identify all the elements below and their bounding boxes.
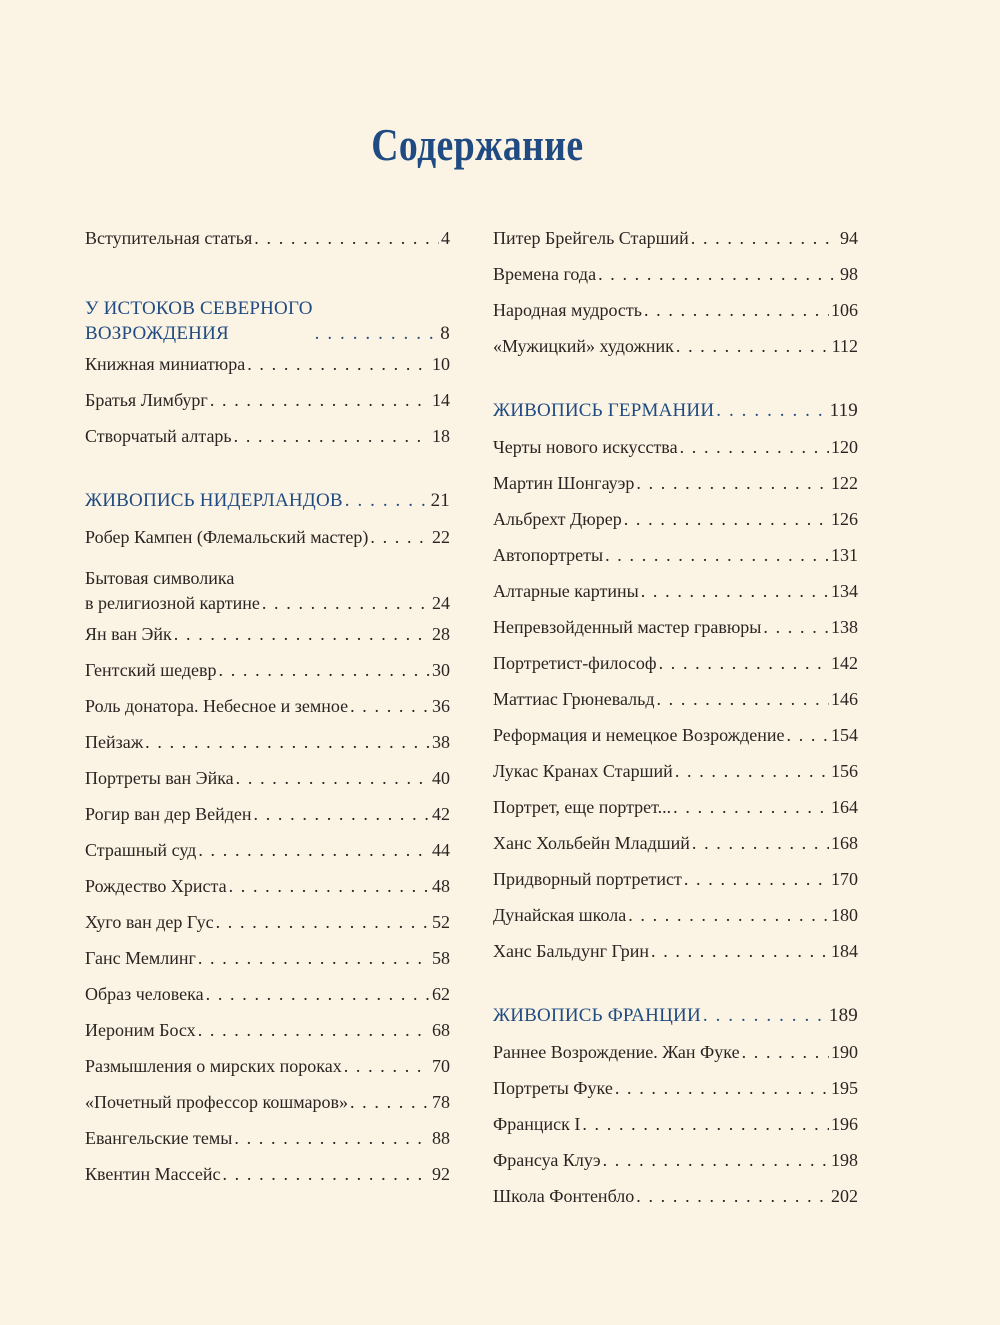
toc-entry[interactable] [85, 904, 450, 940]
toc-entry-title: Рогир ван дер Вейден [85, 804, 252, 824]
toc-page-number: 138 [831, 617, 858, 637]
toc-entry[interactable] [493, 645, 858, 681]
toc-page-number: 42 [432, 804, 450, 824]
toc-entry[interactable] [85, 418, 450, 454]
toc-entry[interactable] [493, 537, 858, 573]
toc-entry-title: Питер Брейгель Старший [493, 228, 689, 248]
section-title-line-1: У ИСТОКОВ СЕВЕРНОГО [85, 298, 313, 319]
dot-leader [174, 616, 430, 652]
toc-entry[interactable] [85, 1120, 450, 1156]
toc-entry[interactable] [85, 688, 450, 724]
dot-leader [219, 652, 430, 688]
toc-entry[interactable] [85, 1048, 450, 1084]
section-title: ЖИВОПИСЬ НИДЕРЛАНДОВ [85, 490, 343, 511]
toc-entry-title: Створчатый алтарь [85, 426, 232, 446]
toc-page-number: 92 [432, 1164, 450, 1184]
section-title: ЖИВОПИСЬ ГЕРМАНИИ [493, 400, 715, 421]
toc-entry[interactable] [85, 346, 450, 382]
toc-entry[interactable] [85, 1012, 450, 1048]
toc-entry[interactable] [493, 609, 858, 645]
toc-entry[interactable] [493, 825, 858, 861]
dot-leader [787, 717, 830, 753]
toc-page-number: 131 [831, 545, 858, 565]
dot-leader [644, 292, 829, 328]
toc-entry[interactable] [85, 652, 450, 688]
toc-entry[interactable] [85, 940, 450, 976]
toc-page-number: 58 [432, 948, 450, 968]
dot-leader [659, 645, 829, 681]
toc-entry[interactable] [85, 1156, 450, 1192]
toc-page-number: 168 [831, 833, 858, 853]
dot-leader [673, 789, 829, 825]
toc-page-number: 120 [831, 437, 858, 457]
toc-page-number: 190 [831, 1042, 858, 1062]
toc-page-number: 170 [831, 869, 858, 889]
toc-entry[interactable] [493, 681, 858, 717]
section-title: ЖИВОПИСЬ ФРАНЦИИ [493, 1005, 701, 1026]
dot-leader [675, 753, 829, 789]
toc-entry[interactable] [493, 753, 858, 789]
toc-page-number: 8 [440, 323, 450, 344]
toc-entry-title: Роль донатора. Небесное и земное [85, 696, 349, 716]
toc-entry[interactable] [85, 382, 450, 418]
dot-leader [216, 904, 430, 940]
toc-entry-title: Времена года [493, 264, 597, 284]
dot-leader [763, 609, 829, 645]
dot-leader [370, 519, 430, 555]
toc-page-number: 202 [831, 1186, 858, 1206]
dot-leader [651, 933, 829, 969]
dot-leader [582, 1106, 829, 1142]
section-title-line-2: ВОЗРОЖДЕНИЯ [85, 323, 229, 344]
toc-entry[interactable] [493, 292, 858, 328]
toc-entry[interactable] [493, 1034, 858, 1070]
toc-entry-title: Альбрехт Дюрер [493, 509, 622, 529]
toc-entry-title: Гентский шедевр [85, 660, 217, 680]
toc-page-number: 198 [831, 1150, 858, 1170]
toc-page-number: 21 [430, 490, 450, 511]
toc-entry-title: Лукас Кранах Старший [493, 761, 673, 781]
toc-entry[interactable] [85, 1084, 450, 1120]
dot-leader [234, 418, 430, 454]
dot-leader [691, 220, 838, 256]
toc-page-number: 94 [840, 228, 858, 248]
toc-page-number: 88 [432, 1128, 450, 1148]
toc-entry[interactable] [493, 717, 858, 753]
toc-page-number: 180 [831, 905, 858, 925]
dot-leader [684, 861, 829, 897]
toc-page-number: 184 [831, 941, 858, 961]
toc-page-number: 4 [441, 228, 450, 248]
dot-leader [716, 393, 827, 429]
dot-leader [624, 501, 829, 537]
toc-entry-title: «Мужицкий» художник [493, 336, 674, 356]
toc-entry-title-line-2: в религиозной картине [85, 593, 260, 613]
toc-entry[interactable] [493, 573, 858, 609]
toc-entry-title: Автопортреты [493, 545, 604, 565]
toc-page-number: 98 [840, 264, 858, 284]
dot-leader [636, 465, 829, 501]
dot-leader [676, 328, 830, 364]
toc-entry-title: Братья Лимбург [85, 390, 208, 410]
page-title: Содержание [371, 119, 584, 170]
toc-page-number: 40 [432, 768, 450, 788]
toc-entry-title: Маттиас Грюневальд [493, 689, 655, 709]
toc-page-number: 195 [831, 1078, 858, 1098]
toc-entry[interactable] [85, 616, 450, 652]
toc-page-number: 146 [831, 689, 858, 709]
toc-page-number: 68 [432, 1020, 450, 1040]
toc-entry[interactable] [85, 220, 450, 256]
dot-leader [236, 760, 430, 796]
toc-right-column [493, 220, 858, 1214]
toc-entry[interactable] [493, 429, 858, 465]
toc-entry[interactable] [493, 1106, 858, 1142]
toc-entry-title: Алтарные картины [493, 581, 639, 601]
dot-leader [603, 1142, 829, 1178]
toc-left-column [85, 220, 450, 1192]
toc-section-heading[interactable] [493, 393, 858, 429]
toc-entry-title: Иероним Босх [85, 1020, 196, 1040]
toc-entry-title: Франсуа Клуэ [493, 1150, 601, 1170]
toc-entry-title: Размышления о мирских пороках [85, 1056, 342, 1076]
toc-page-number: 30 [432, 660, 450, 680]
toc-page-number: 119 [829, 400, 858, 421]
dot-leader [703, 998, 827, 1034]
toc-entry-title: «Почетный профессор кошмаров» [85, 1092, 348, 1112]
dot-leader [262, 591, 430, 616]
toc-entry[interactable] [493, 789, 858, 825]
toc-section-heading[interactable] [493, 998, 858, 1034]
toc-page-number: 142 [831, 653, 858, 673]
toc-entry[interactable] [493, 1142, 858, 1178]
dot-leader [615, 1070, 829, 1106]
dot-leader [605, 537, 829, 573]
toc-page-number: 70 [432, 1056, 450, 1076]
toc-entry-title: Евангельские темы [85, 1128, 233, 1148]
toc-page-number: 44 [432, 840, 450, 860]
toc-entry-title: Раннее Возрождение. Жан Фуке [493, 1042, 740, 1062]
dot-leader [742, 1034, 829, 1070]
dot-leader [350, 688, 430, 724]
dot-leader [344, 1048, 430, 1084]
toc-entry-title: Непревзойденный мастер гравюры [493, 617, 762, 637]
toc-entry[interactable] [85, 868, 450, 904]
toc-page-number: 24 [432, 593, 450, 613]
dot-leader [680, 429, 829, 465]
dot-leader [247, 346, 430, 382]
toc-page-number: 196 [831, 1114, 858, 1134]
toc-page-number: 28 [432, 624, 450, 644]
toc-entry-title: Книжная миниатюра [85, 354, 246, 374]
toc-page-number: 22 [432, 527, 450, 547]
toc-entry[interactable] [493, 501, 858, 537]
toc-entry-title: Ганс Мемлинг [85, 948, 196, 968]
toc-entry[interactable] [85, 796, 450, 832]
toc-page-number: 78 [432, 1092, 450, 1112]
toc-page-number: 122 [831, 473, 858, 493]
dot-leader [210, 382, 430, 418]
toc-entry[interactable] [493, 328, 858, 364]
dot-leader [254, 220, 439, 256]
toc-page-number: 156 [831, 761, 858, 781]
toc-entry-title-line-1: Бытовая символика [85, 568, 235, 588]
toc-entry[interactable] [85, 760, 450, 796]
toc-page-number: 164 [831, 797, 858, 817]
toc-entry-title: Страшный суд [85, 840, 197, 860]
toc-entry[interactable] [85, 832, 450, 868]
toc-entry[interactable] [493, 1178, 858, 1214]
dot-leader [350, 1084, 430, 1120]
toc-entry-title: Ханс Хольбейн Младший [493, 833, 690, 853]
toc-entry-title: Вступительная статья [85, 228, 253, 248]
toc-page-number: 112 [831, 336, 858, 356]
toc-page-number: 14 [432, 390, 450, 410]
dot-leader [206, 976, 430, 1012]
toc-entry-title: Квентин Массейс [85, 1164, 221, 1184]
dot-leader [636, 1178, 829, 1214]
toc-entry[interactable] [493, 897, 858, 933]
toc-entry-title: Пейзаж [85, 732, 144, 752]
toc-entry[interactable] [493, 220, 858, 256]
dot-leader [222, 1156, 430, 1192]
toc-entry-title: Ханс Бальдунг Грин [493, 941, 649, 961]
dot-leader [198, 1012, 430, 1048]
toc-entry[interactable] [493, 861, 858, 897]
toc-entry-title: Реформация и немецкое Возрождение [493, 725, 785, 745]
dot-leader [598, 256, 838, 292]
dot-leader [628, 897, 829, 933]
toc-entry[interactable] [85, 519, 450, 555]
dot-leader [641, 573, 829, 609]
toc-entry-title: Хуго ван дер Гус [85, 912, 214, 932]
toc-entry[interactable] [85, 976, 450, 1012]
dot-leader [198, 940, 430, 976]
toc-entry-title: Франциск I [493, 1114, 581, 1134]
toc-entry-title: Портреты Фуке [493, 1078, 613, 1098]
toc-entry-title: Рождество Христа [85, 876, 227, 896]
toc-entry-title: Ян ван Эйк [85, 624, 172, 644]
dot-leader [254, 796, 430, 832]
toc-entry[interactable] [85, 724, 450, 760]
toc-entry-title: Портреты ван Эйка [85, 768, 234, 788]
dot-leader [234, 1120, 430, 1156]
toc-entry-title: Школа Фонтенбло [493, 1186, 635, 1206]
toc-page-number: 10 [432, 354, 450, 374]
toc-entry[interactable] [85, 555, 450, 616]
toc-entry-title: Портретист-философ [493, 653, 657, 673]
toc-page-number: 154 [831, 725, 858, 745]
toc-entry[interactable] [493, 933, 858, 969]
toc-page-number: 52 [432, 912, 450, 932]
toc-entry[interactable] [493, 256, 858, 292]
toc-page-number: 106 [831, 300, 858, 320]
toc-section-heading[interactable] [85, 285, 450, 346]
toc-page-number: 126 [831, 509, 858, 529]
toc-entry-title: Образ человека [85, 984, 204, 1004]
toc-entry-title: Портрет, еще портрет... [493, 797, 672, 817]
toc-page-number: 18 [432, 426, 450, 446]
toc-entry[interactable] [493, 1070, 858, 1106]
dot-leader [345, 483, 429, 519]
toc-page-number: 134 [831, 581, 858, 601]
toc-entry-title: Черты нового искусства [493, 437, 678, 457]
toc-entry-title: Придворный портретист [493, 869, 682, 889]
dot-leader [692, 825, 829, 861]
dot-leader [229, 868, 430, 904]
dot-leader [198, 832, 430, 868]
toc-entry-title: Народная мудрость [493, 300, 642, 320]
toc-section-heading[interactable] [85, 483, 450, 519]
dot-leader [145, 724, 430, 760]
toc-entry-title: Робер Кампен (Флемальский мастер) [85, 527, 369, 547]
toc-page-number: 36 [432, 696, 450, 716]
toc-entry[interactable] [493, 465, 858, 501]
toc-page-number: 62 [432, 984, 450, 1004]
toc-entry-title: Дунайская школа [493, 905, 627, 925]
toc-page-number: 48 [432, 876, 450, 896]
dot-leader [656, 681, 829, 717]
dot-leader [315, 321, 439, 346]
toc-entry-title: Мартин Шонгауэр [493, 473, 635, 493]
toc-page-number: 38 [432, 732, 450, 752]
toc-page-number: 189 [828, 1005, 858, 1026]
